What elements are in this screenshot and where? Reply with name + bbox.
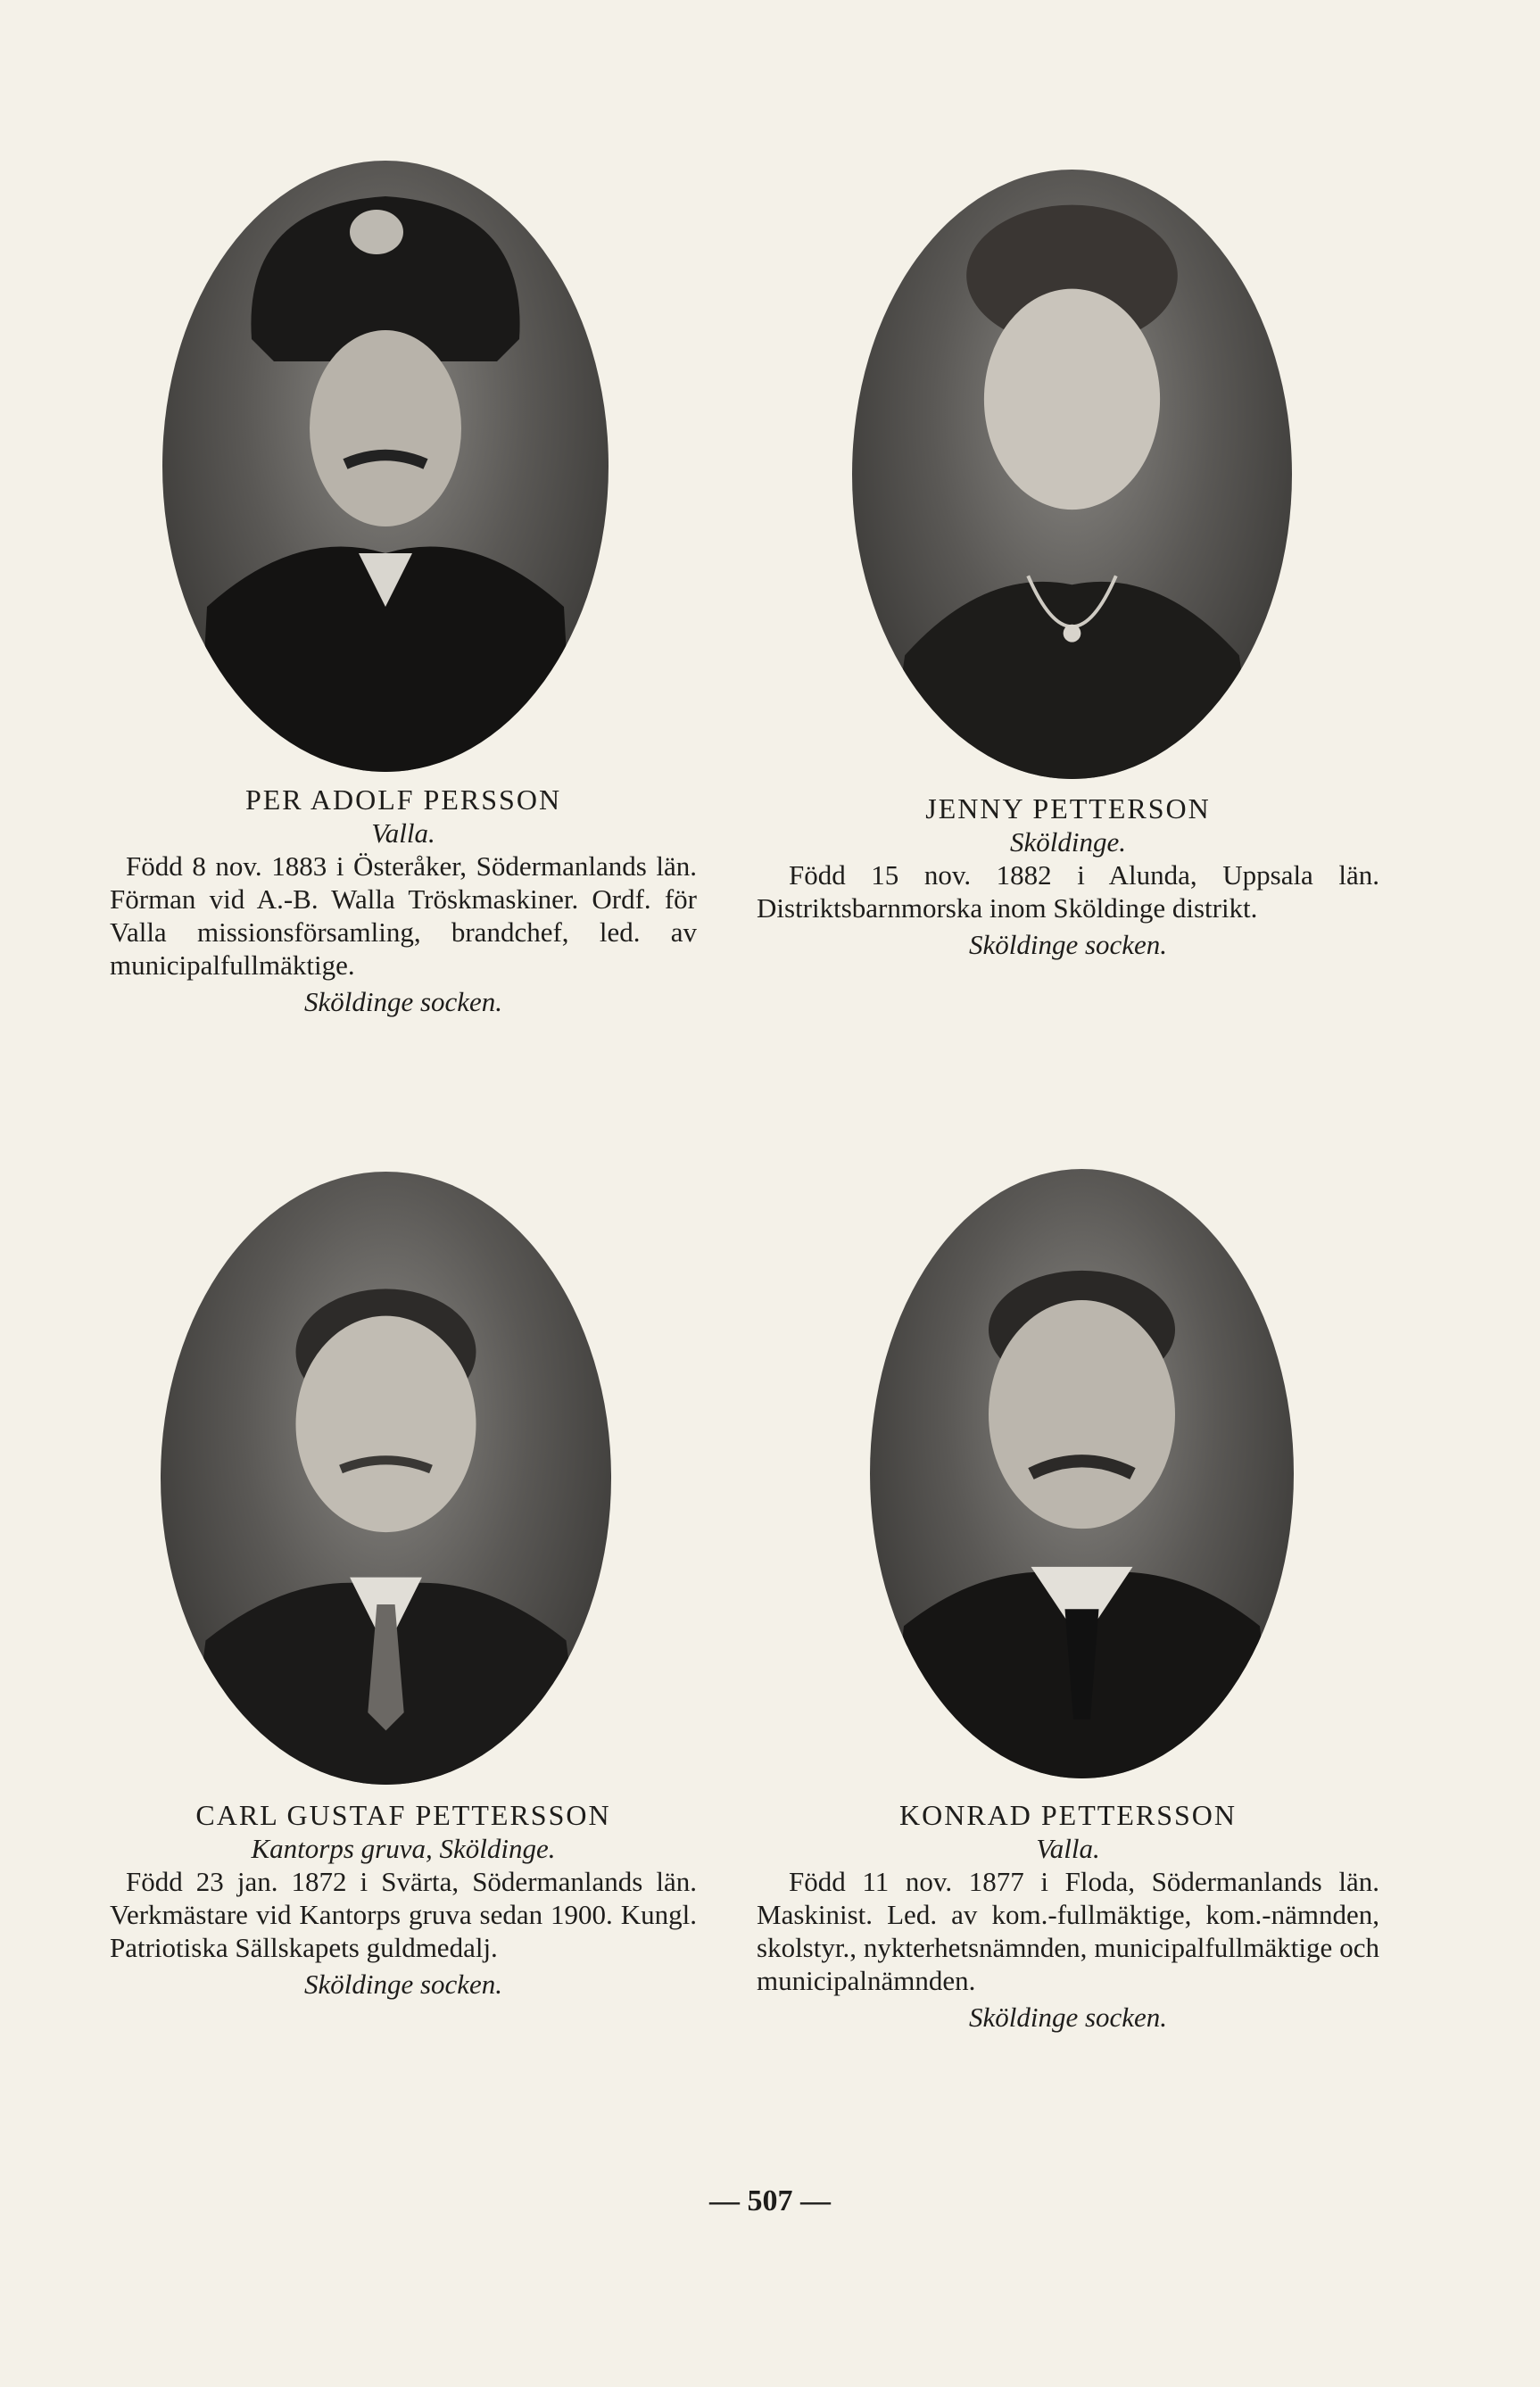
caption [757,1799,1379,2034]
caption [110,1799,697,2001]
portrait-photo [162,161,609,772]
residence: Kantorps gruva, Sköldinge. [251,1833,556,1864]
parish: Sköldinge socken. [968,929,1168,960]
parish: Sköldinge socken. [303,1968,503,2000]
caption [110,783,697,1018]
portrait-photo [852,170,1292,779]
page-number: — 507 — [709,2184,831,2217]
biography: Född 11 nov. 1877 i Floda, Södermanlands län. Maskinist. Led. av kom.-fullmäktige, kom.-nämnden, skolstyr., nykterhetsnämnden, municipalfullmäktige och municipalnämnden. [757,1866,1379,1996]
caption [757,792,1379,961]
parish: Sköldinge socken. [303,986,503,1017]
portrait-photo [161,1172,611,1785]
person-name: JENNY PETTERSON [925,792,1211,825]
parish: Sköldinge socken. [968,2002,1168,2033]
person-name: KONRAD PETTERSSON [898,1799,1238,1831]
residence: Valla. [1036,1833,1100,1864]
portrait-photo [870,1169,1294,1778]
residence: Sköldinge. [1010,826,1126,858]
residence: Valla. [371,817,435,849]
biography: Född 15 nov. 1882 i Alunda, Uppsala län. Distriktsbarnmorska inom Sköldinge distrikt. [757,859,1379,924]
biography: Född 23 jan. 1872 i Svärta, Södermanlands län. Verkmästare vid Kantorps gruva sedan 1900. Kungl. Patriotiska Sällskapets guldmedalj. [110,1866,697,1963]
person-name: CARL GUSTAF PETTERSSON [195,1799,611,1831]
person-name: PER ADOLF PERSSON [244,783,562,816]
biography: Född 8 nov. 1883 i Österåker, Södermanlands län. Förman vid A.-B. Walla Tröskmaskiner. Ordf. för Valla missionsförsamling, brandchef, led. av municipalfullmäktige. [110,850,697,981]
